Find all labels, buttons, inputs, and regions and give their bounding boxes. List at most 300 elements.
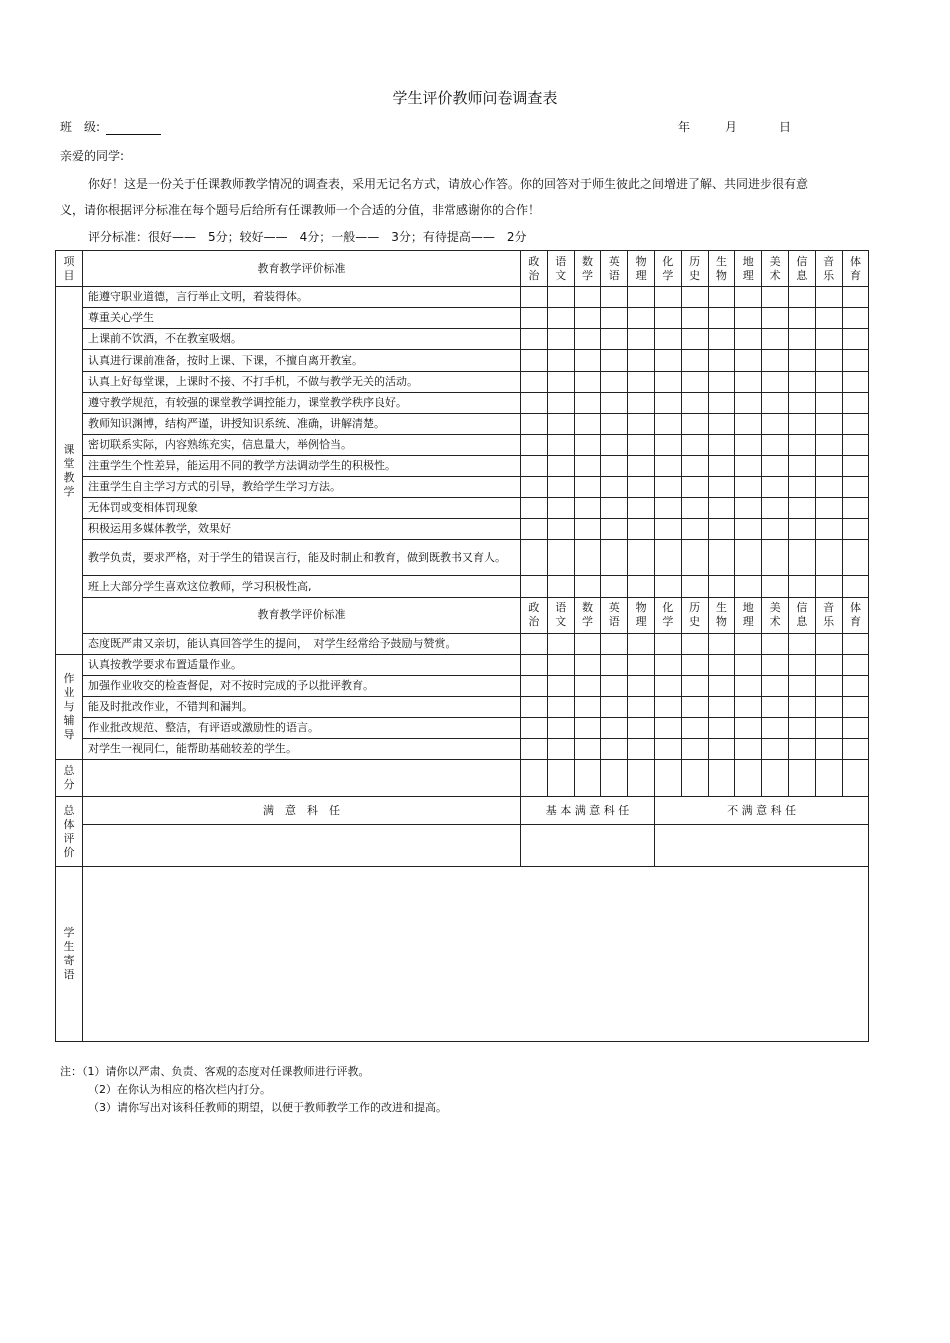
score-cell[interactable] [601, 413, 628, 434]
score-cell[interactable] [708, 697, 735, 718]
score-cell[interactable] [842, 455, 869, 476]
score-cell[interactable] [842, 350, 869, 371]
score-cell[interactable] [521, 477, 548, 498]
score-cell[interactable] [601, 434, 628, 455]
score-cell[interactable] [788, 576, 815, 597]
score-cell[interactable] [628, 739, 655, 760]
score-cell[interactable] [574, 350, 601, 371]
score-cell[interactable] [681, 718, 708, 739]
score-cell[interactable] [628, 477, 655, 498]
score-cell[interactable] [842, 413, 869, 434]
score-cell[interactable] [521, 739, 548, 760]
criteria-header: 教育教学评价标准 [83, 251, 521, 287]
score-cell[interactable] [628, 287, 655, 308]
score-cell[interactable] [681, 519, 708, 540]
score-cell[interactable] [574, 519, 601, 540]
score-cell[interactable] [842, 739, 869, 760]
score-cell[interactable] [628, 519, 655, 540]
score-cell[interactable] [521, 633, 548, 654]
score-cell[interactable] [815, 350, 842, 371]
score-cell[interactable] [735, 287, 762, 308]
subject-header: 美 术 [762, 597, 789, 633]
score-cell[interactable] [601, 675, 628, 696]
score-cell[interactable] [735, 576, 762, 597]
score-cell[interactable] [842, 287, 869, 308]
score-cell[interactable] [681, 287, 708, 308]
satisfied-teachers-input[interactable] [83, 824, 521, 866]
score-cell[interactable] [815, 498, 842, 519]
score-cell[interactable] [574, 654, 601, 675]
score-cell[interactable] [681, 697, 708, 718]
criteria-item: 无体罚或变相体罚现象 [83, 498, 521, 519]
score-cell[interactable] [521, 675, 548, 696]
score-cell[interactable] [815, 455, 842, 476]
total-score-cell[interactable] [521, 760, 548, 797]
score-cell[interactable] [815, 739, 842, 760]
score-cell[interactable] [521, 329, 548, 350]
score-cell[interactable] [842, 434, 869, 455]
score-cell[interactable] [521, 413, 548, 434]
score-cell[interactable] [788, 739, 815, 760]
score-cell[interactable] [521, 540, 548, 576]
score-cell[interactable] [681, 675, 708, 696]
score-cell[interactable] [708, 413, 735, 434]
score-cell[interactable] [708, 498, 735, 519]
unsatisfied-teachers-input[interactable] [654, 824, 868, 866]
score-cell[interactable] [574, 287, 601, 308]
score-cell[interactable] [735, 392, 762, 413]
subject-header: 信 息 [788, 597, 815, 633]
score-cell[interactable] [574, 392, 601, 413]
score-cell[interactable] [842, 308, 869, 329]
score-cell[interactable] [521, 718, 548, 739]
score-cell[interactable] [654, 498, 681, 519]
score-cell[interactable] [547, 654, 574, 675]
score-cell[interactable] [681, 739, 708, 760]
total-score-cell[interactable] [762, 760, 789, 797]
score-cell[interactable] [628, 718, 655, 739]
score-cell[interactable] [681, 329, 708, 350]
score-cell[interactable] [681, 498, 708, 519]
greeting: 亲爱的同学: [60, 149, 125, 163]
score-cell[interactable] [547, 477, 574, 498]
score-cell[interactable] [842, 371, 869, 392]
score-cell[interactable] [788, 675, 815, 696]
score-cell[interactable] [681, 576, 708, 597]
score-cell[interactable] [601, 697, 628, 718]
score-cell[interactable] [521, 350, 548, 371]
score-cell[interactable] [654, 413, 681, 434]
score-cell[interactable] [628, 350, 655, 371]
table-row [56, 597, 869, 633]
score-cell[interactable] [654, 739, 681, 760]
score-cell[interactable] [574, 413, 601, 434]
score-cell[interactable] [654, 576, 681, 597]
score-cell[interactable] [708, 654, 735, 675]
score-cell[interactable] [601, 350, 628, 371]
score-cell[interactable] [628, 455, 655, 476]
score-cell[interactable] [842, 329, 869, 350]
score-cell[interactable] [654, 329, 681, 350]
total-score-cell[interactable] [574, 760, 601, 797]
score-cell[interactable] [547, 739, 574, 760]
score-cell[interactable] [628, 576, 655, 597]
score-cell[interactable] [788, 308, 815, 329]
score-cell[interactable] [708, 576, 735, 597]
score-cell[interactable] [574, 498, 601, 519]
score-cell[interactable] [735, 654, 762, 675]
score-cell[interactable] [681, 350, 708, 371]
score-cell[interactable] [815, 329, 842, 350]
score-cell[interactable] [708, 455, 735, 476]
score-cell[interactable] [735, 697, 762, 718]
score-cell[interactable] [762, 371, 789, 392]
score-cell[interactable] [842, 654, 869, 675]
score-cell[interactable] [735, 498, 762, 519]
score-cell[interactable] [601, 498, 628, 519]
criteria-item: 对学生一视同仁，能帮助基础较差的学生。 [83, 739, 521, 760]
score-cell[interactable] [601, 519, 628, 540]
score-cell[interactable] [815, 654, 842, 675]
score-cell[interactable] [708, 434, 735, 455]
score-cell[interactable] [574, 675, 601, 696]
score-cell[interactable] [842, 477, 869, 498]
score-cell[interactable] [788, 633, 815, 654]
score-cell[interactable] [815, 477, 842, 498]
score-cell[interactable] [654, 308, 681, 329]
score-cell[interactable] [815, 413, 842, 434]
score-cell[interactable] [815, 392, 842, 413]
score-cell[interactable] [521, 287, 548, 308]
score-cell[interactable] [628, 371, 655, 392]
score-cell[interactable] [762, 455, 789, 476]
score-cell[interactable] [788, 413, 815, 434]
score-cell[interactable] [735, 540, 762, 576]
total-label: 总 分 [56, 760, 83, 797]
score-cell[interactable] [735, 633, 762, 654]
total-score-cell[interactable] [708, 760, 735, 797]
subject-header: 语 文 [547, 597, 574, 633]
score-cell[interactable] [762, 576, 789, 597]
score-cell[interactable] [842, 576, 869, 597]
score-cell[interactable] [708, 739, 735, 760]
score-cell[interactable] [762, 498, 789, 519]
total-score-cell[interactable] [601, 760, 628, 797]
score-cell[interactable] [681, 633, 708, 654]
score-cell[interactable] [547, 633, 574, 654]
score-cell[interactable] [547, 498, 574, 519]
score-cell[interactable] [762, 654, 789, 675]
score-cell[interactable] [654, 519, 681, 540]
score-cell[interactable] [762, 392, 789, 413]
score-cell[interactable] [628, 498, 655, 519]
score-cell[interactable] [815, 308, 842, 329]
score-cell[interactable] [574, 477, 601, 498]
score-cell[interactable] [788, 434, 815, 455]
score-cell[interactable] [521, 308, 548, 329]
score-cell[interactable] [708, 540, 735, 576]
score-cell[interactable] [842, 540, 869, 576]
score-cell[interactable] [762, 413, 789, 434]
score-cell[interactable] [788, 498, 815, 519]
score-cell[interactable] [654, 654, 681, 675]
note-2: （2）在你认为相应的格次栏内打分。 [88, 1083, 271, 1096]
total-score-cell[interactable] [654, 760, 681, 797]
total-score-cell[interactable] [815, 760, 842, 797]
score-cell[interactable] [735, 477, 762, 498]
score-cell[interactable] [762, 697, 789, 718]
score-cell[interactable] [601, 392, 628, 413]
score-cell[interactable] [681, 455, 708, 476]
note-3: （3）请你写出对该科任教师的期望，以便于教师教学工作的改进和提高。 [88, 1101, 447, 1114]
score-cell[interactable] [547, 697, 574, 718]
score-cell[interactable] [735, 329, 762, 350]
score-cell[interactable] [788, 477, 815, 498]
score-cell[interactable] [601, 308, 628, 329]
score-cell[interactable] [547, 413, 574, 434]
score-cell[interactable] [601, 739, 628, 760]
score-cell[interactable] [762, 675, 789, 696]
score-cell[interactable] [788, 287, 815, 308]
score-cell[interactable] [842, 633, 869, 654]
score-cell[interactable] [815, 519, 842, 540]
student-message-input[interactable] [83, 866, 869, 1041]
criteria-item: 认真按教学要求布置适量作业。 [83, 654, 521, 675]
score-cell[interactable] [521, 498, 548, 519]
total-score-cell[interactable] [735, 760, 762, 797]
score-cell[interactable] [574, 576, 601, 597]
score-cell[interactable] [574, 308, 601, 329]
score-cell[interactable] [815, 576, 842, 597]
score-cell[interactable] [735, 350, 762, 371]
score-cell[interactable] [654, 675, 681, 696]
score-cell[interactable] [735, 718, 762, 739]
score-cell[interactable] [708, 308, 735, 329]
class-blank-line[interactable] [106, 122, 161, 135]
score-cell[interactable] [601, 718, 628, 739]
score-cell[interactable] [654, 633, 681, 654]
score-cell[interactable] [762, 287, 789, 308]
score-cell[interactable] [788, 350, 815, 371]
score-cell[interactable] [708, 519, 735, 540]
table-row [56, 413, 869, 434]
score-cell[interactable] [735, 434, 762, 455]
score-cell[interactable] [735, 308, 762, 329]
subject-header: 信 息 [788, 251, 815, 287]
score-cell[interactable] [842, 392, 869, 413]
score-cell[interactable] [547, 329, 574, 350]
score-cell[interactable] [547, 455, 574, 476]
class-field[interactable] [60, 118, 161, 135]
score-cell[interactable] [762, 308, 789, 329]
score-cell[interactable] [654, 434, 681, 455]
score-cell[interactable] [708, 371, 735, 392]
score-cell[interactable] [601, 477, 628, 498]
score-cell[interactable] [708, 392, 735, 413]
total-score-cell[interactable] [628, 760, 655, 797]
score-cell[interactable] [628, 413, 655, 434]
score-cell[interactable] [815, 633, 842, 654]
score-cell[interactable] [574, 697, 601, 718]
score-cell[interactable] [601, 329, 628, 350]
score-cell[interactable] [735, 675, 762, 696]
score-cell[interactable] [628, 697, 655, 718]
score-cell[interactable] [547, 718, 574, 739]
score-cell[interactable] [815, 675, 842, 696]
score-cell[interactable] [521, 576, 548, 597]
score-cell[interactable] [521, 434, 548, 455]
score-cell[interactable] [788, 519, 815, 540]
score-cell[interactable] [521, 697, 548, 718]
score-cell[interactable] [547, 392, 574, 413]
subject-header: 化 学 [654, 597, 681, 633]
basic-satisfied-teachers-header: 基 本 满 意 科 任 [521, 797, 655, 824]
score-cell[interactable] [815, 287, 842, 308]
score-cell[interactable] [601, 371, 628, 392]
score-cell[interactable] [842, 675, 869, 696]
score-cell[interactable] [521, 371, 548, 392]
score-cell[interactable] [681, 308, 708, 329]
score-cell[interactable] [708, 675, 735, 696]
score-cell[interactable] [654, 392, 681, 413]
score-cell[interactable] [708, 329, 735, 350]
score-cell[interactable] [654, 287, 681, 308]
score-cell[interactable] [521, 392, 548, 413]
score-cell[interactable] [628, 633, 655, 654]
score-cell[interactable] [788, 718, 815, 739]
score-cell[interactable] [842, 697, 869, 718]
score-cell[interactable] [654, 540, 681, 576]
score-cell[interactable] [628, 308, 655, 329]
score-cell[interactable] [762, 350, 789, 371]
score-cell[interactable] [654, 477, 681, 498]
score-cell[interactable] [708, 477, 735, 498]
score-cell[interactable] [762, 329, 789, 350]
score-cell[interactable] [788, 455, 815, 476]
score-cell[interactable] [628, 675, 655, 696]
score-cell[interactable] [815, 697, 842, 718]
score-cell[interactable] [547, 371, 574, 392]
score-cell[interactable] [815, 718, 842, 739]
score-cell[interactable] [708, 633, 735, 654]
score-cell[interactable] [574, 371, 601, 392]
score-cell[interactable] [628, 392, 655, 413]
score-cell[interactable] [708, 718, 735, 739]
subject-header: 音 乐 [815, 597, 842, 633]
score-cell[interactable] [547, 308, 574, 329]
score-cell[interactable] [788, 392, 815, 413]
score-cell[interactable] [654, 455, 681, 476]
score-cell[interactable] [842, 718, 869, 739]
score-cell[interactable] [601, 633, 628, 654]
score-cell[interactable] [815, 371, 842, 392]
score-cell[interactable] [735, 413, 762, 434]
total-score-cell[interactable] [681, 760, 708, 797]
score-cell[interactable] [708, 287, 735, 308]
score-cell[interactable] [762, 718, 789, 739]
score-cell[interactable] [601, 654, 628, 675]
score-cell[interactable] [628, 654, 655, 675]
score-cell[interactable] [521, 519, 548, 540]
score-cell[interactable] [547, 350, 574, 371]
score-cell[interactable] [574, 540, 601, 576]
score-cell[interactable] [601, 576, 628, 597]
score-cell[interactable] [601, 540, 628, 576]
score-cell[interactable] [547, 540, 574, 576]
total-score-cell[interactable] [788, 760, 815, 797]
score-cell[interactable] [547, 576, 574, 597]
score-cell[interactable] [574, 455, 601, 476]
score-cell[interactable] [681, 371, 708, 392]
score-cell[interactable] [654, 350, 681, 371]
score-cell[interactable] [574, 633, 601, 654]
score-cell[interactable] [654, 697, 681, 718]
score-cell[interactable] [547, 675, 574, 696]
score-cell[interactable] [815, 540, 842, 576]
total-blank[interactable] [83, 760, 521, 797]
criteria-item: 密切联系实际，内容熟练充实，信息量大，举例恰当。 [83, 434, 521, 455]
score-cell[interactable] [842, 498, 869, 519]
score-cell[interactable] [788, 329, 815, 350]
score-cell[interactable] [788, 654, 815, 675]
score-cell[interactable] [788, 697, 815, 718]
score-cell[interactable] [735, 739, 762, 760]
score-cell[interactable] [547, 519, 574, 540]
score-cell[interactable] [762, 519, 789, 540]
score-cell[interactable] [601, 455, 628, 476]
score-cell[interactable] [547, 434, 574, 455]
score-cell[interactable] [681, 392, 708, 413]
total-score-cell[interactable] [547, 760, 574, 797]
score-cell[interactable] [654, 718, 681, 739]
score-cell[interactable] [547, 287, 574, 308]
score-cell[interactable] [788, 371, 815, 392]
score-cell[interactable] [735, 371, 762, 392]
basic-satisfied-teachers-input[interactable] [521, 824, 655, 866]
score-cell[interactable] [628, 434, 655, 455]
table-row [56, 576, 869, 597]
score-cell[interactable] [654, 371, 681, 392]
score-cell[interactable] [601, 287, 628, 308]
score-cell[interactable] [574, 434, 601, 455]
score-cell[interactable] [681, 540, 708, 576]
score-cell[interactable] [735, 455, 762, 476]
score-cell[interactable] [788, 540, 815, 576]
score-cell[interactable] [735, 519, 762, 540]
score-cell[interactable] [574, 718, 601, 739]
score-cell[interactable] [762, 739, 789, 760]
score-cell[interactable] [762, 633, 789, 654]
score-cell[interactable] [815, 434, 842, 455]
score-cell[interactable] [628, 329, 655, 350]
score-cell[interactable] [681, 413, 708, 434]
score-cell[interactable] [574, 329, 601, 350]
score-cell[interactable] [521, 654, 548, 675]
score-cell[interactable] [708, 350, 735, 371]
score-cell[interactable] [681, 434, 708, 455]
total-score-cell[interactable] [842, 760, 869, 797]
score-cell[interactable] [842, 519, 869, 540]
score-cell[interactable] [574, 739, 601, 760]
score-cell[interactable] [762, 540, 789, 576]
score-cell[interactable] [681, 477, 708, 498]
score-cell[interactable] [521, 455, 548, 476]
score-cell[interactable] [762, 477, 789, 498]
criteria-header: 教育教学评价标准 [83, 597, 521, 633]
score-cell[interactable] [762, 434, 789, 455]
score-cell[interactable] [681, 654, 708, 675]
score-cell[interactable] [628, 540, 655, 576]
